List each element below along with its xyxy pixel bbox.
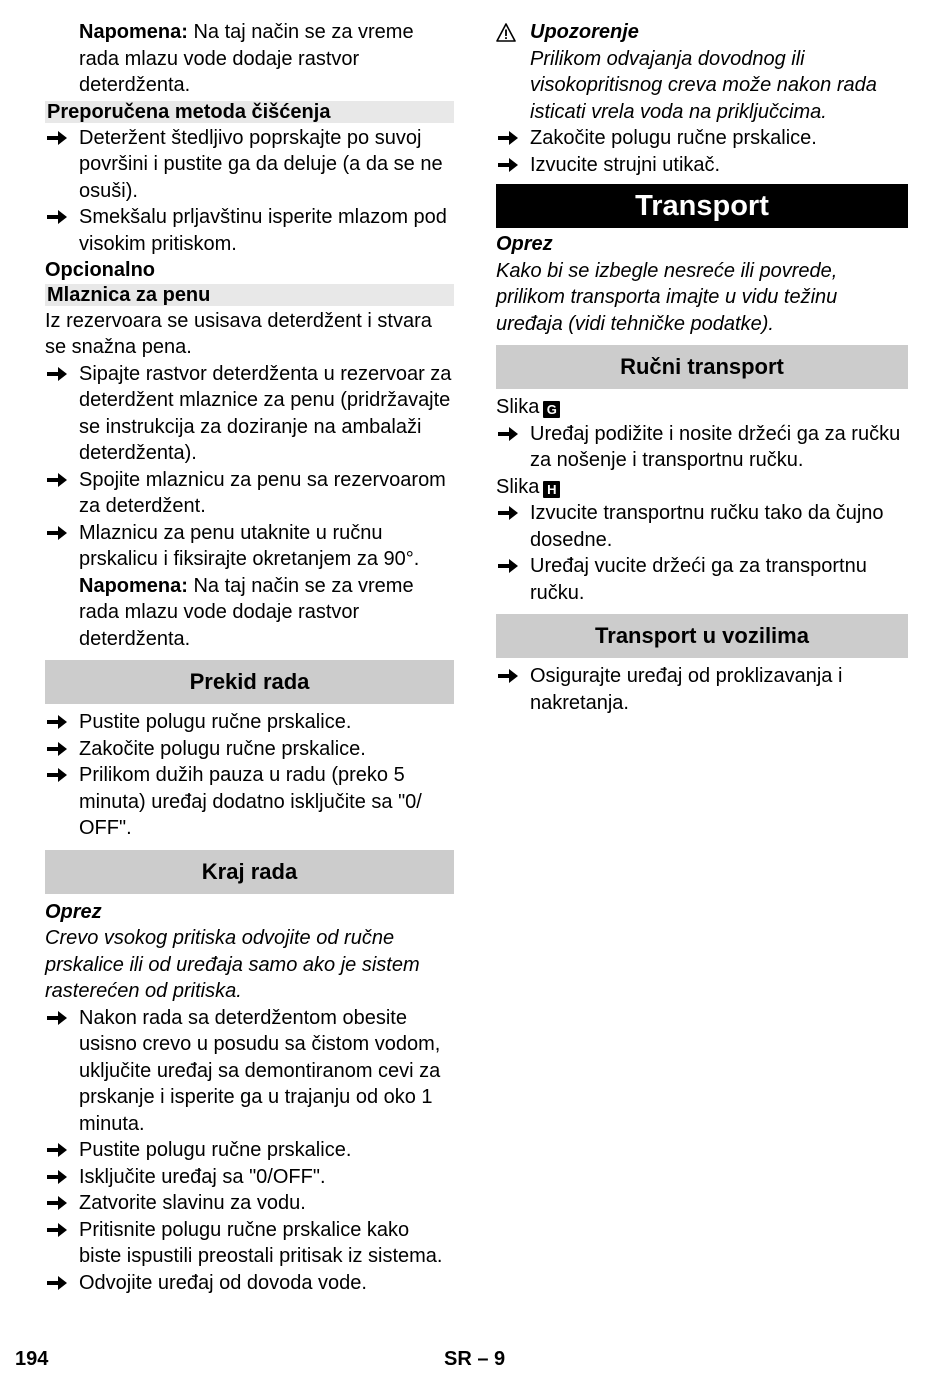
manual-transport-heading: Ručni transport [496, 345, 908, 389]
arrow-bullet-icon [47, 742, 67, 756]
left-column [45, 19, 454, 1296]
arrow-bullet-icon [47, 210, 67, 224]
step-text: Uređaj vucite držeći ga za transportnu ručku. [530, 555, 867, 604]
warning-triangle-icon [496, 23, 516, 42]
list-item [45, 361, 454, 467]
caution-text: Kako bi se izbegle nesreće ili povrede, prilikom transporta imajte u vidu težinu uređaja (vidi tehničke podatke). [496, 259, 838, 335]
step-text: Pritisnite polugu ručne prskalice kako biste ispustili preostali pritisak iz sistema. [79, 1218, 443, 1267]
list-item [45, 736, 454, 763]
optional-heading: Opcionalno [45, 259, 155, 281]
caution-heading: Oprez [45, 900, 102, 923]
arrow-bullet-icon [498, 669, 518, 683]
step-text: Uređaj podižite i nosite držeći ga za ručku za nošenje i transportnu ručku. [530, 422, 901, 471]
arrow-bullet-icon [498, 427, 518, 441]
arrow-bullet-icon [47, 1196, 67, 1210]
note-paragraph [45, 573, 454, 653]
step-text: Osigurajte uređaj od proklizavanja i nakretanja. [530, 665, 843, 714]
figure-h-badge: H [543, 481, 560, 498]
step-text: Spojite mlaznicu za penu sa rezervoarom za deterdžent. [79, 468, 446, 517]
warning-heading: Upozorenje [530, 21, 639, 43]
vehicle-transport-heading: Transport u vozilima [496, 614, 908, 658]
figure-label: Slika [496, 396, 540, 418]
step-text: Sipajte rastvor deterdženta u rezervoar za deterdžent mlaznice za penu (pridržavajte se instrukcija za doziranje na ambalaži deterdženta). [79, 362, 452, 464]
foam-intro: Iz rezervoara se usisava deterdžent i stvara se snažna pena. [45, 309, 432, 358]
list-item [496, 553, 908, 606]
arrow-bullet-icon [47, 768, 67, 782]
step-text: Pustite polugu ručne prskalice. [79, 711, 352, 733]
list-item [45, 1005, 454, 1138]
list-item [496, 125, 908, 152]
step-text: Pustite polugu ručne prskalice. [79, 1139, 352, 1161]
transport-chapter-heading: Transport [496, 184, 908, 228]
pause-section-heading: Prekid rada [45, 660, 454, 704]
arrow-bullet-icon [47, 367, 67, 381]
arrow-bullet-icon [47, 473, 67, 487]
step-text: Deteržent štedljivo poprskajte po suvoj površini i pustite ga da deluje (a da se ne osuši). [79, 126, 443, 202]
step-text: Izvucite transportnu ručku tako da čujno dosedne. [530, 502, 884, 551]
step-text: Nakon rada sa deterdžentom obesite usisno crevo u posudu sa čistom vodom, uključite uređaj sa demontiranom cevi za prskanje i isperite ga u trajanju od oko 1 minuta. [79, 1006, 441, 1135]
list-item [496, 421, 908, 474]
step-text: Mlaznicu za penu utaknite u ručnu prskalicu i fiksirajte okretanjem za 90°. [79, 521, 420, 570]
step-text: Smekšalu prljavštinu isperite mlazom pod visokim pritiskom. [79, 206, 447, 255]
figure-reference [496, 474, 908, 501]
recommended-method-heading: Preporučena metoda čišćenja [45, 101, 454, 123]
foam-nozzle-heading: Mlaznica za penu [45, 284, 454, 306]
arrow-bullet-icon [498, 158, 518, 172]
arrow-bullet-icon [47, 1276, 67, 1290]
arrow-bullet-icon [47, 1143, 67, 1157]
arrow-bullet-icon [47, 715, 67, 729]
section-marker: SR – 9 [444, 1348, 506, 1370]
note-text: Na taj način se za vreme rada mlazu vode dodaje rastvor deterdženta. [79, 574, 414, 650]
list-item [45, 762, 454, 842]
step-text: Zakočite polugu ručne prskalice. [79, 737, 366, 760]
list-item [496, 500, 908, 553]
list-item [496, 152, 908, 179]
end-section-heading: Kraj rada [45, 850, 454, 894]
step-text: Izvucite strujni utikač. [530, 153, 721, 176]
arrow-bullet-icon [47, 131, 67, 145]
list-item [45, 1137, 454, 1164]
arrow-bullet-icon [498, 131, 518, 145]
note-label: Napomena: [79, 21, 188, 43]
step-text: Zakočite polugu ručne prskalice. [530, 127, 817, 149]
arrow-bullet-icon [47, 1011, 67, 1025]
step-text: Zatvorite slavinu za vodu. [79, 1192, 306, 1214]
warning-text: Prilikom odvajanja dovodnog ili visokopritisnog creva može nakon rada isticati vrela voda na priključcima. [530, 47, 877, 123]
step-text: Isključite uređaj sa "0/OFF". [79, 1165, 326, 1188]
list-item [45, 467, 454, 520]
list-item [45, 1164, 454, 1191]
page-number: 194 [15, 1348, 49, 1370]
list-item [45, 1270, 454, 1297]
arrow-bullet-icon [47, 1170, 67, 1184]
list-item [45, 1190, 454, 1217]
list-item [45, 520, 454, 573]
arrow-bullet-icon [498, 506, 518, 520]
right-column [496, 19, 908, 716]
note-paragraph [45, 19, 454, 99]
step-text: Odvojite uređaj od dovoda vode. [79, 1271, 367, 1294]
figure-reference [496, 394, 908, 421]
figure-label: Slika [496, 475, 540, 498]
warning-block [496, 19, 908, 125]
list-item [45, 204, 454, 257]
list-item [45, 125, 454, 205]
figure-g-badge: G [543, 401, 560, 418]
list-item [45, 709, 454, 736]
list-item [496, 663, 908, 716]
caution-text: Crevo vsokog pritiska odvojite od ručne prskalice ili od uređaja samo ako je sistem rasterećen od pritiska. [45, 927, 420, 1002]
note-text: Na taj način se za vreme rada mlazu vode dodaje rastvor deterdženta. [79, 21, 414, 96]
list-item [45, 1217, 454, 1270]
arrow-bullet-icon [47, 1223, 67, 1237]
note-label: Napomena: [79, 574, 188, 597]
arrow-bullet-icon [498, 559, 518, 573]
caution-heading: Oprez [496, 233, 553, 255]
arrow-bullet-icon [47, 526, 67, 540]
step-text: Prilikom dužih pauza u radu (preko 5 minuta) uređaj dodatno isključite sa "0/ OFF". [79, 764, 422, 839]
